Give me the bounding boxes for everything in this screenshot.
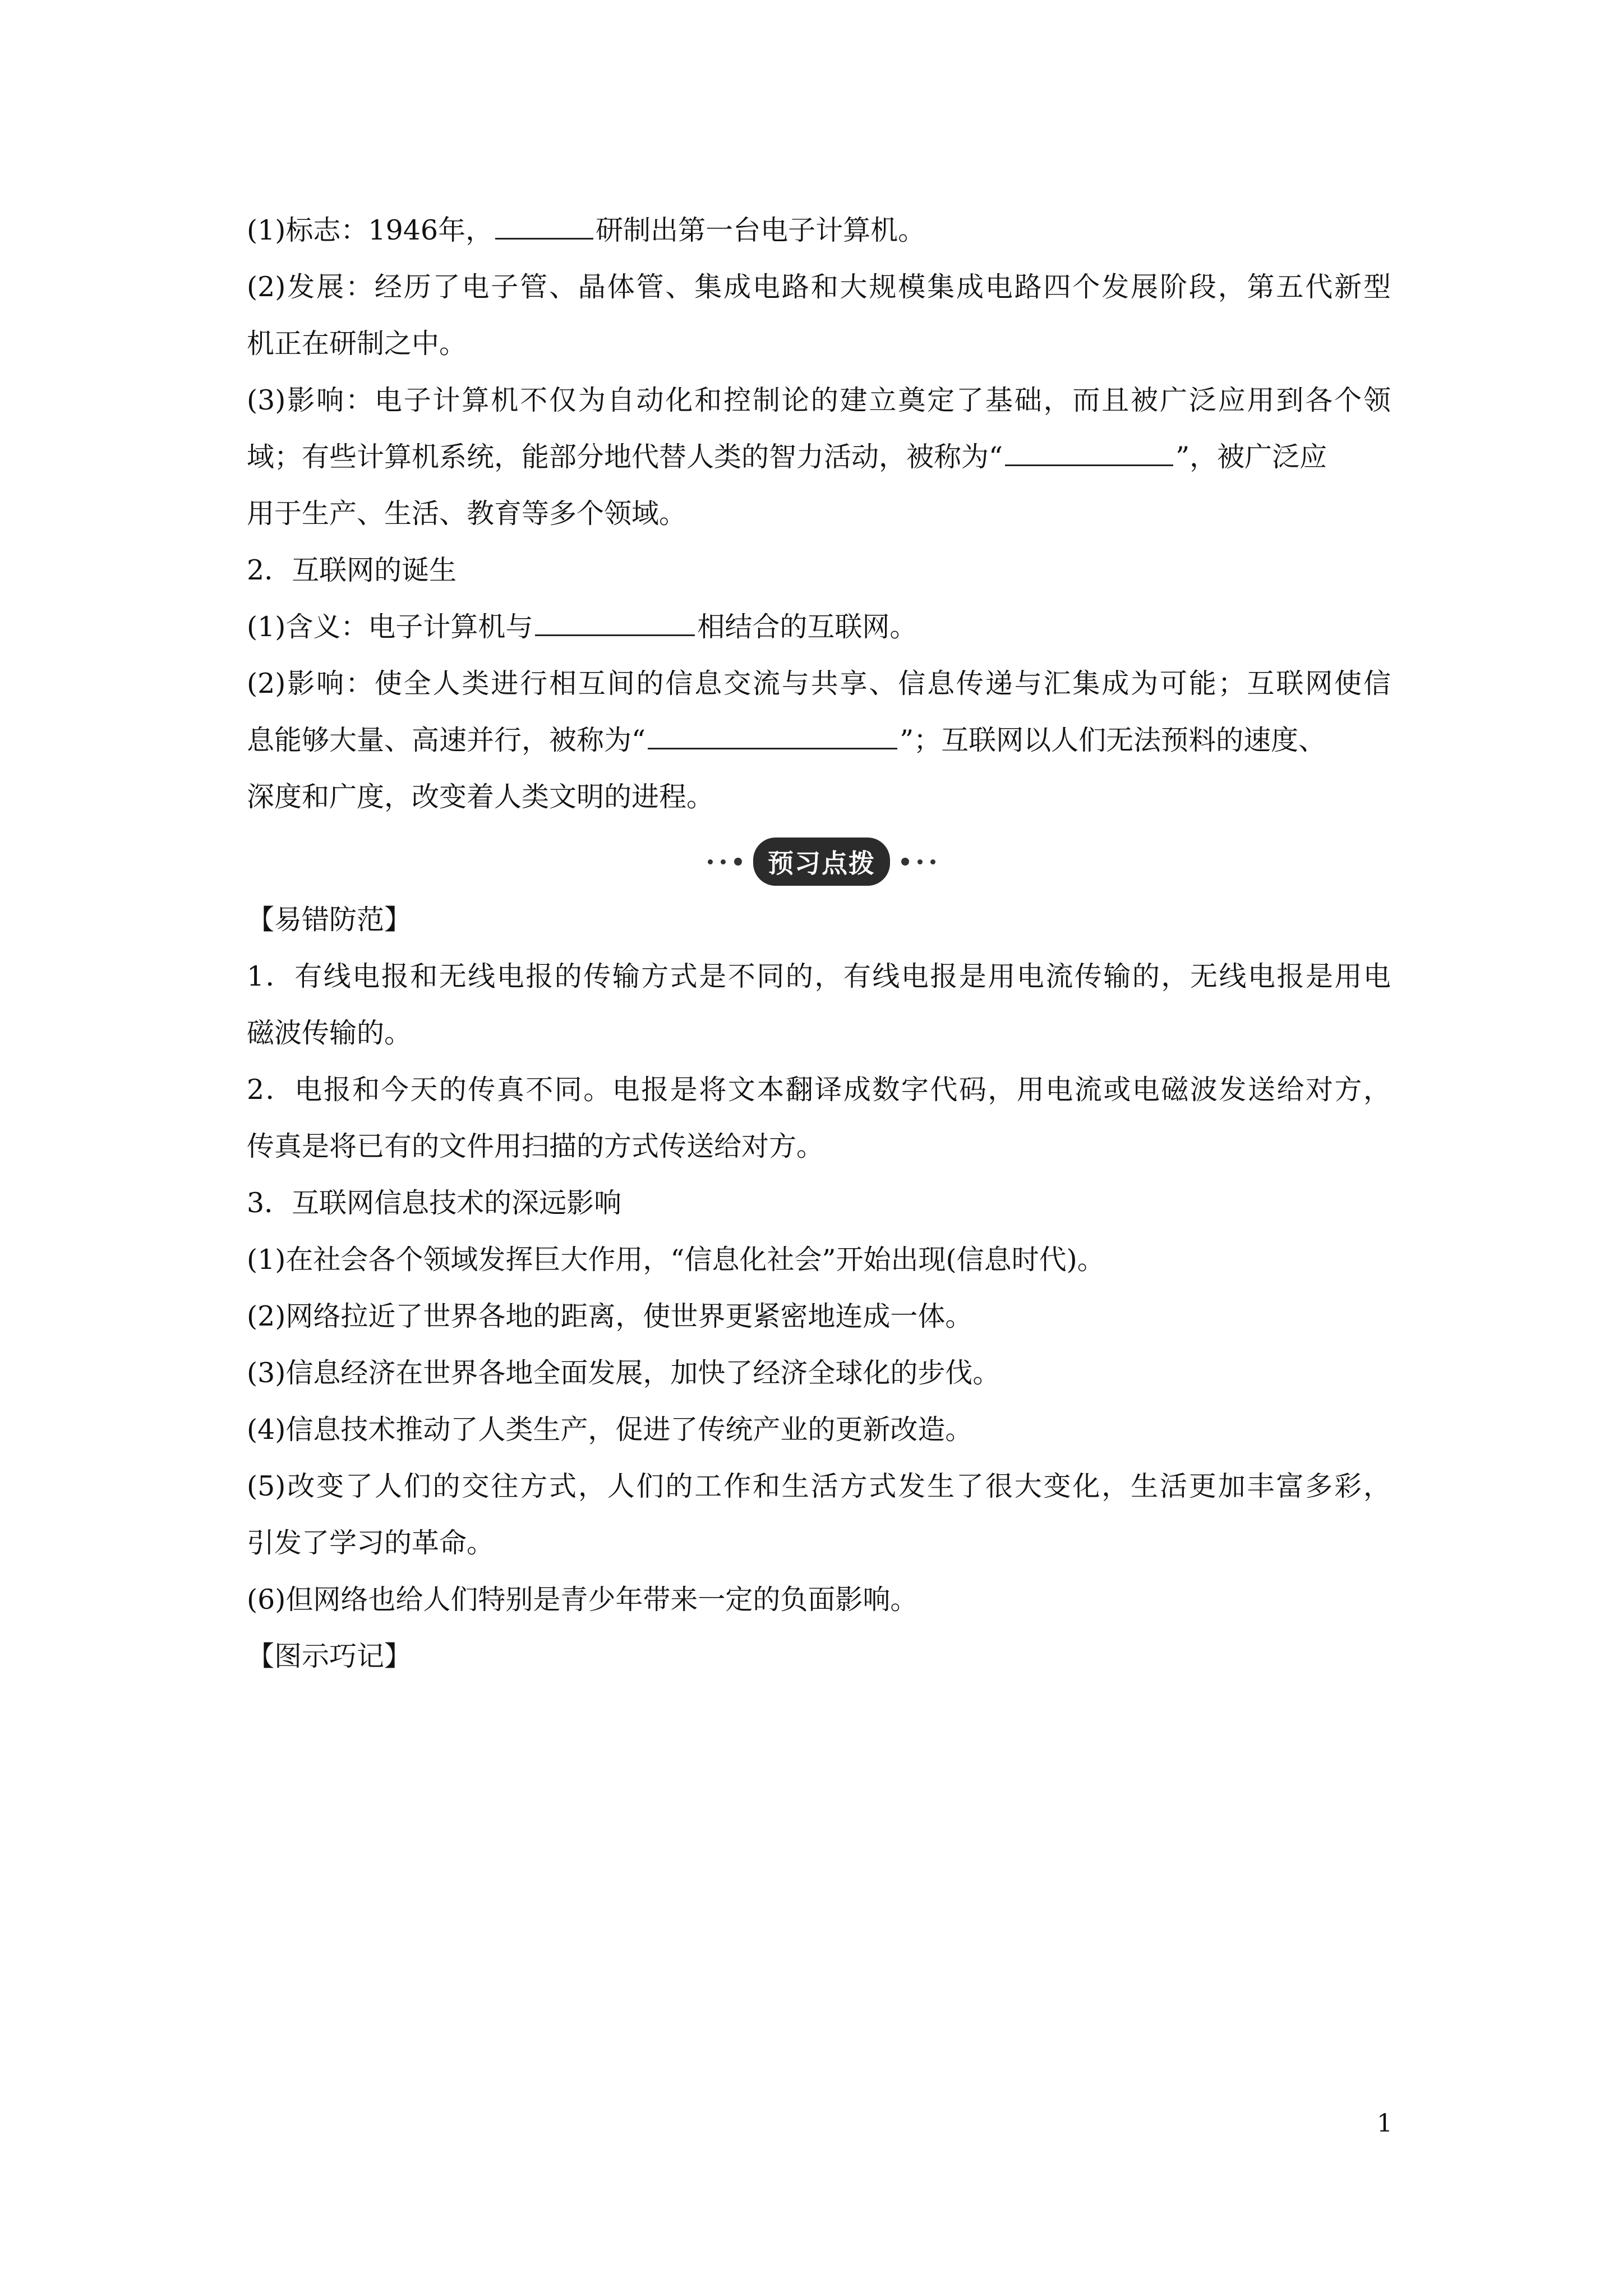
section-banner-row: [247, 825, 1391, 891]
section-heading: 【易错防范】: [247, 904, 412, 936]
text-line: (1)含义：电子计算机与 相结合的互联网。: [247, 611, 917, 643]
text-line: 2．电报和今天的传真不同。电报是将文本翻译成数字代码，用电流或电磁波发送给对方，: [247, 1074, 1391, 1106]
section-banner: [704, 838, 939, 886]
text-line: 息能够大量、高速并行，被称为“ ”；互联网以人们无法预料的速度、: [247, 724, 1326, 756]
fill-blank: [535, 612, 695, 636]
fill-blank: [648, 725, 897, 749]
dot-ornament: [708, 859, 713, 864]
dot-ornament: [930, 859, 935, 864]
text-line: 引发了学习的革命。: [247, 1527, 495, 1559]
banner-title: 预习点拨: [753, 838, 890, 886]
text-line: 机正在研制之中。: [247, 328, 467, 360]
text-line: 深度和广度，改变着人类文明的进程。: [247, 781, 714, 813]
fill-blank: [1005, 442, 1173, 466]
text-line: 用于生产、生活、教育等多个领域。: [247, 498, 687, 530]
text-line: (6)但网络也给人们特别是青少年带来一定的负面影响。: [247, 1584, 918, 1616]
text-line: 域；有些计算机系统，能部分地代替人类的智力活动，被称为“ ”，被广泛应: [247, 441, 1327, 473]
text-line: (1)标志：1946年， 研制出第一台电子计算机。: [247, 214, 926, 246]
text-line: (2)网络拉近了世界各地的距离，使世界更紧密地连成一体。: [247, 1300, 973, 1332]
dot-ornament: [917, 859, 923, 864]
section-heading: 【图示巧记】: [247, 1640, 412, 1672]
text-line: (3)影响：电子计算机不仅为自动化和控制论的建立奠定了基础，而且被广泛应用到各个领: [247, 384, 1391, 416]
text-line: (5)改变了人们的交往方式，人们的工作和生活方式发生了很大变化，生活更加丰富多彩，: [247, 1470, 1391, 1502]
text-line: 传真是将已有的文件用扫描的方式传送给对方。: [247, 1130, 824, 1162]
text-line: (2)发展：经历了电子管、晶体管、集成电路和大规模集成电路四个发展阶段，第五代新型: [247, 271, 1391, 303]
text-line: (1)在社会各个领域发挥巨大作用，“信息化社会”开始出现(信息时代)。: [247, 1244, 1105, 1276]
page-content: [247, 202, 1391, 1685]
dot-ornament: [721, 859, 726, 864]
text-line: (3)信息经济在世界各地全面发展，加快了经济全球化的步伐。: [247, 1357, 1000, 1389]
text-line: (2)影响：使全人类进行相互间的信息交流与共享、信息传递与汇集成为可能；互联网使信: [247, 668, 1391, 700]
section-heading: 2．互联网的诞生: [247, 554, 457, 586]
section-heading: 3．互联网信息技术的深远影响: [247, 1187, 622, 1219]
dot-ornament: [734, 858, 742, 866]
dot-ornament: [901, 858, 909, 866]
text-line: 磁波传输的。: [247, 1017, 412, 1049]
text-line: 1．有线电报和无线电报的传输方式是不同的，有线电报是用电流传输的，无线电报是用电: [247, 960, 1391, 992]
text-line: (4)信息技术推动了人类生产，促进了传统产业的更新改造。: [247, 1414, 973, 1446]
page-number: 1: [1377, 2109, 1393, 2138]
fill-blank: [495, 215, 593, 240]
